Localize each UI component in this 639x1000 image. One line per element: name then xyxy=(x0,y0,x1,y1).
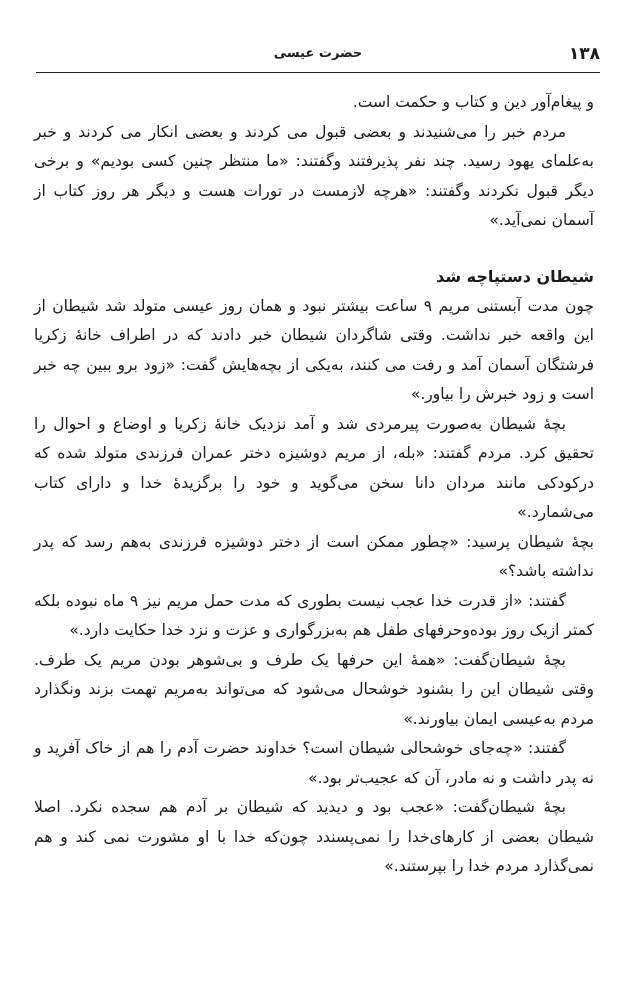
header-rule xyxy=(36,72,600,73)
paragraph: بچهٔ شیطان‌گفت: «همهٔ این حرفها یک طرف و بی‌شوهر بودن مریم یک طرف. وقتی شیطان این را بشنود خوشحال می‌شود که می‌تواند به‌مریم تهمت بزند ونگذارد مردم به‌عیسی ایمان بیاورند.» xyxy=(34,650,594,728)
body-text xyxy=(34,88,594,882)
paragraph: مردم خبر را می‌شنیدند و بعضی قبول می کردند و بعضی انکار می کردند و خبر به‌علمای یهود رسید. چند نفر پذیرفتند وگفتند: «ما منتظر چنین کسی بودیم» و برخی دیگر قبول نکردند وگفتند: «هرچه لازمست در تورات هست و دیگر هر روز کتاب از آسمان نمی‌آید.» xyxy=(34,122,594,229)
paragraph: گفتند: «چه‌جای خوشحالی شیطان است؟ خداوند حضرت آدم را هم از خاک آفرید و نه پدر داشت و نه مادر، آن که عجیب‌تر بود.» xyxy=(34,739,594,787)
running-title: حضرت عیسی xyxy=(273,46,363,61)
paragraph: بچهٔ شیطان پرسید: «چطور ممکن است از دختر دوشیزه فرزندی به‌هم رسد که پدر نداشته باشد؟» xyxy=(34,532,594,580)
paragraph: بچهٔ شیطان‌گفت: «عجب بود و دیدید که شیطان بر آدم هم سجده نکرد. اصلا شیطان بعضی از کارهای‌خدا را نمی‌پسندد چون‌که خدا با او مشورت نمی کند و هم نمی‌گذارد مردم خدا را بپرستند.» xyxy=(34,798,594,875)
paragraph: بچهٔ شیطان به‌صورت پیرمردی شد و آمد نزدیک خانهٔ زکریا و اوضاع و احوال را تحقیق کرد. مردم گفتند: «بله، از مریم دوشیزه دختر عمران فرزندی متولد شده که درکودکی مانند مردان دانا سخن می‌گوید و خود را برگزیدهٔ خدا و دارای کتاب می‌شمارد.» xyxy=(34,414,594,521)
paragraph-continuation: و پیغام‌آور دین و کتاب و حکمت است. xyxy=(352,93,594,111)
paragraph: چون مدت آبستنی مریم ۹ ساعت بیشتر نبود و همان روز عیسی متولد شد شیطان از این واقعه خبر نداشت. وقتی شاگردان شیطان خبر دادند که در اطراف خانهٔ زکریا فرشتگان آسمان آمد و رفت می کنند، به‌یکی از بچه‌هایش گفت: «زود برو ببین چه خبر است و زود خبرش را بیاور.» xyxy=(34,296,594,403)
paragraph: گفتند: «از قدرت خدا عجب نیست بطوری که مدت حمل مریم نیز ۹ ماه نبوده بلکه کمتر ازیک روز بوده‌وحرفهای طفل هم به‌بزرگواری و عزت و نزد خدا حکایت دارد.» xyxy=(34,591,594,639)
section-heading: شیطان دستپاچه شد xyxy=(436,266,594,286)
page-header xyxy=(36,40,600,74)
page-number: ۱۳۸ xyxy=(568,44,600,64)
